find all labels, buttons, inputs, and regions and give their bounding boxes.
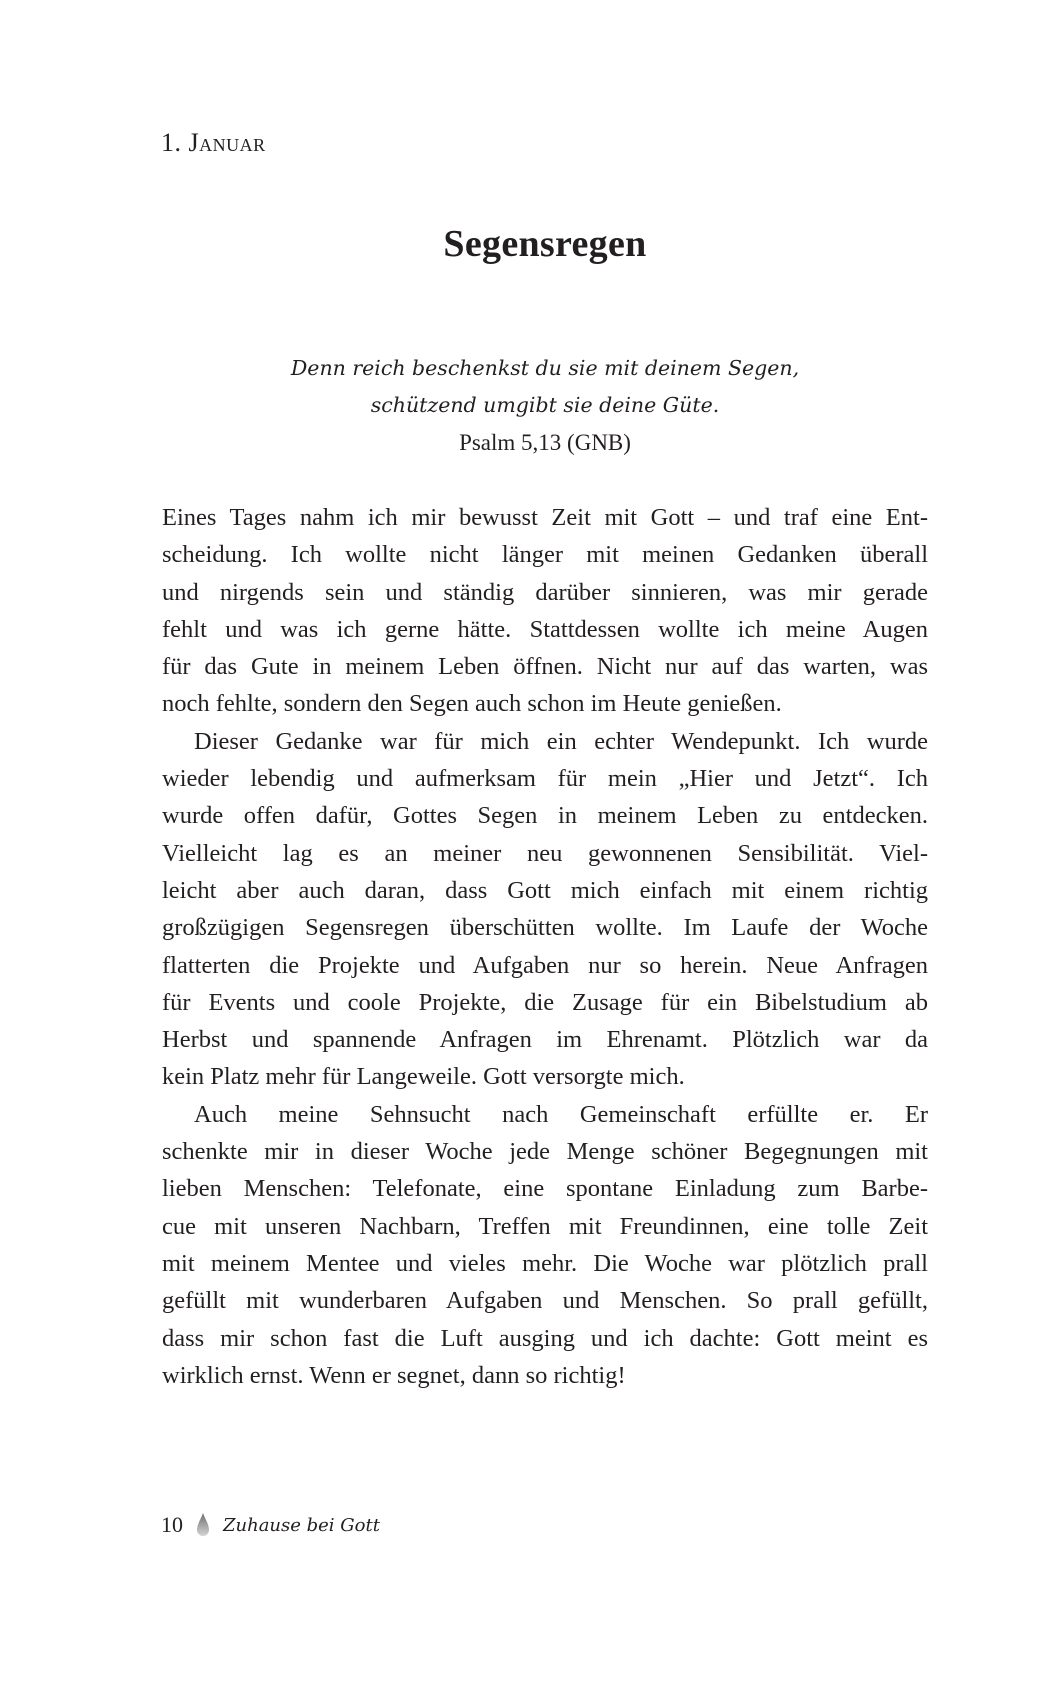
body-line: lieben Menschen: Telefonate, eine spontane Einladung zum Barbe- [162,1175,928,1203]
body-line: Eines Tages nahm ich mir bewusst Zeit mit Gott – und traf eine Ent- [162,504,928,531]
body-line: cue mit unseren Nachbarn, Treffen mit Freundinnen, eine tolle Zeit [162,1212,928,1240]
body-line: großzügigen Segensregen überschütten wollte. Im Laufe der Woche [162,914,928,942]
body-line: fehlt und was ich gerne hätte. Stattdessen wollte ich meine Augen [162,615,928,643]
body-line: wieder lebendig und aufmerksam für mein „Hier und Jetzt“. Ich [162,765,928,793]
body-line: und nirgends sein und ständig darüber sinnieren, was mir gerade [162,578,928,606]
verse-reference: Psalm 5,13 (GNB) [459,430,631,455]
date-heading: 1. Januar [161,128,266,157]
body-line: kein Platz mehr für Langeweile. Gott versorgte mich. [162,1063,685,1091]
body-line: dass mir schon fast die Luft ausging und ich dachte: Gott meint es [162,1324,928,1352]
verse-line-2: schützend umgibt sie deine Güte. [370,393,720,417]
verse-line-1: Denn reich beschenkst du sie mit deinem Segen, [290,356,800,380]
body-line: wirklich ernst. Wenn er segnet, dann so richtig! [162,1361,626,1389]
body-line: wurde offen dafür, Gottes Segen in meinem Leben zu entdecken. [162,802,928,830]
body-line: Vielleicht lag es an meiner neu gewonnenen Sensibilität. Viel- [162,839,928,867]
page-footer [161,1512,380,1538]
body-line: für Events und coole Projekte, die Zusage für ein Bibelstudium ab [162,988,928,1016]
body-line: schenkte mir in dieser Woche jede Menge schöner Begegnungen mit [162,1138,928,1166]
book-title: Zuhause bei Gott [223,1514,380,1536]
body-line: flatterten die Projekte und Aufgaben nur so herein. Neue Anfragen [162,951,928,979]
body-line: leicht aber auch daran, dass Gott mich einfach mit einem richtig [162,876,928,904]
body-line: noch fehlte, sondern den Segen auch schon im Heute genießen. [162,690,782,718]
bible-verse-epigraph [162,350,928,461]
raindrop-icon [197,1513,209,1537]
page-title: Segensregen [443,223,647,265]
body-line: gefüllt mit wunderbaren Aufgaben und Menschen. So prall gefüllt, [162,1287,928,1315]
body-line: scheidung. Ich wollte nicht länger mit meinen Gedanken überall [162,541,928,569]
body-line: mit meinem Mentee und vieles mehr. Die Woche war plötzlich prall [162,1249,928,1277]
body-line: Auch meine Sehnsucht nach Gemeinschaft erfüllte er. Er [194,1100,928,1128]
body-line: für das Gute in meinem Leben öffnen. Nicht nur auf das warten, was [162,653,928,681]
body-text [162,499,928,1394]
body-line: Herbst und spannende Anfragen im Ehrenamt. Plötzlich war da [162,1026,928,1054]
page-number: 10 [161,1512,183,1537]
body-line: Dieser Gedanke war für mich ein echter Wendepunkt. Ich wurde [194,727,928,755]
